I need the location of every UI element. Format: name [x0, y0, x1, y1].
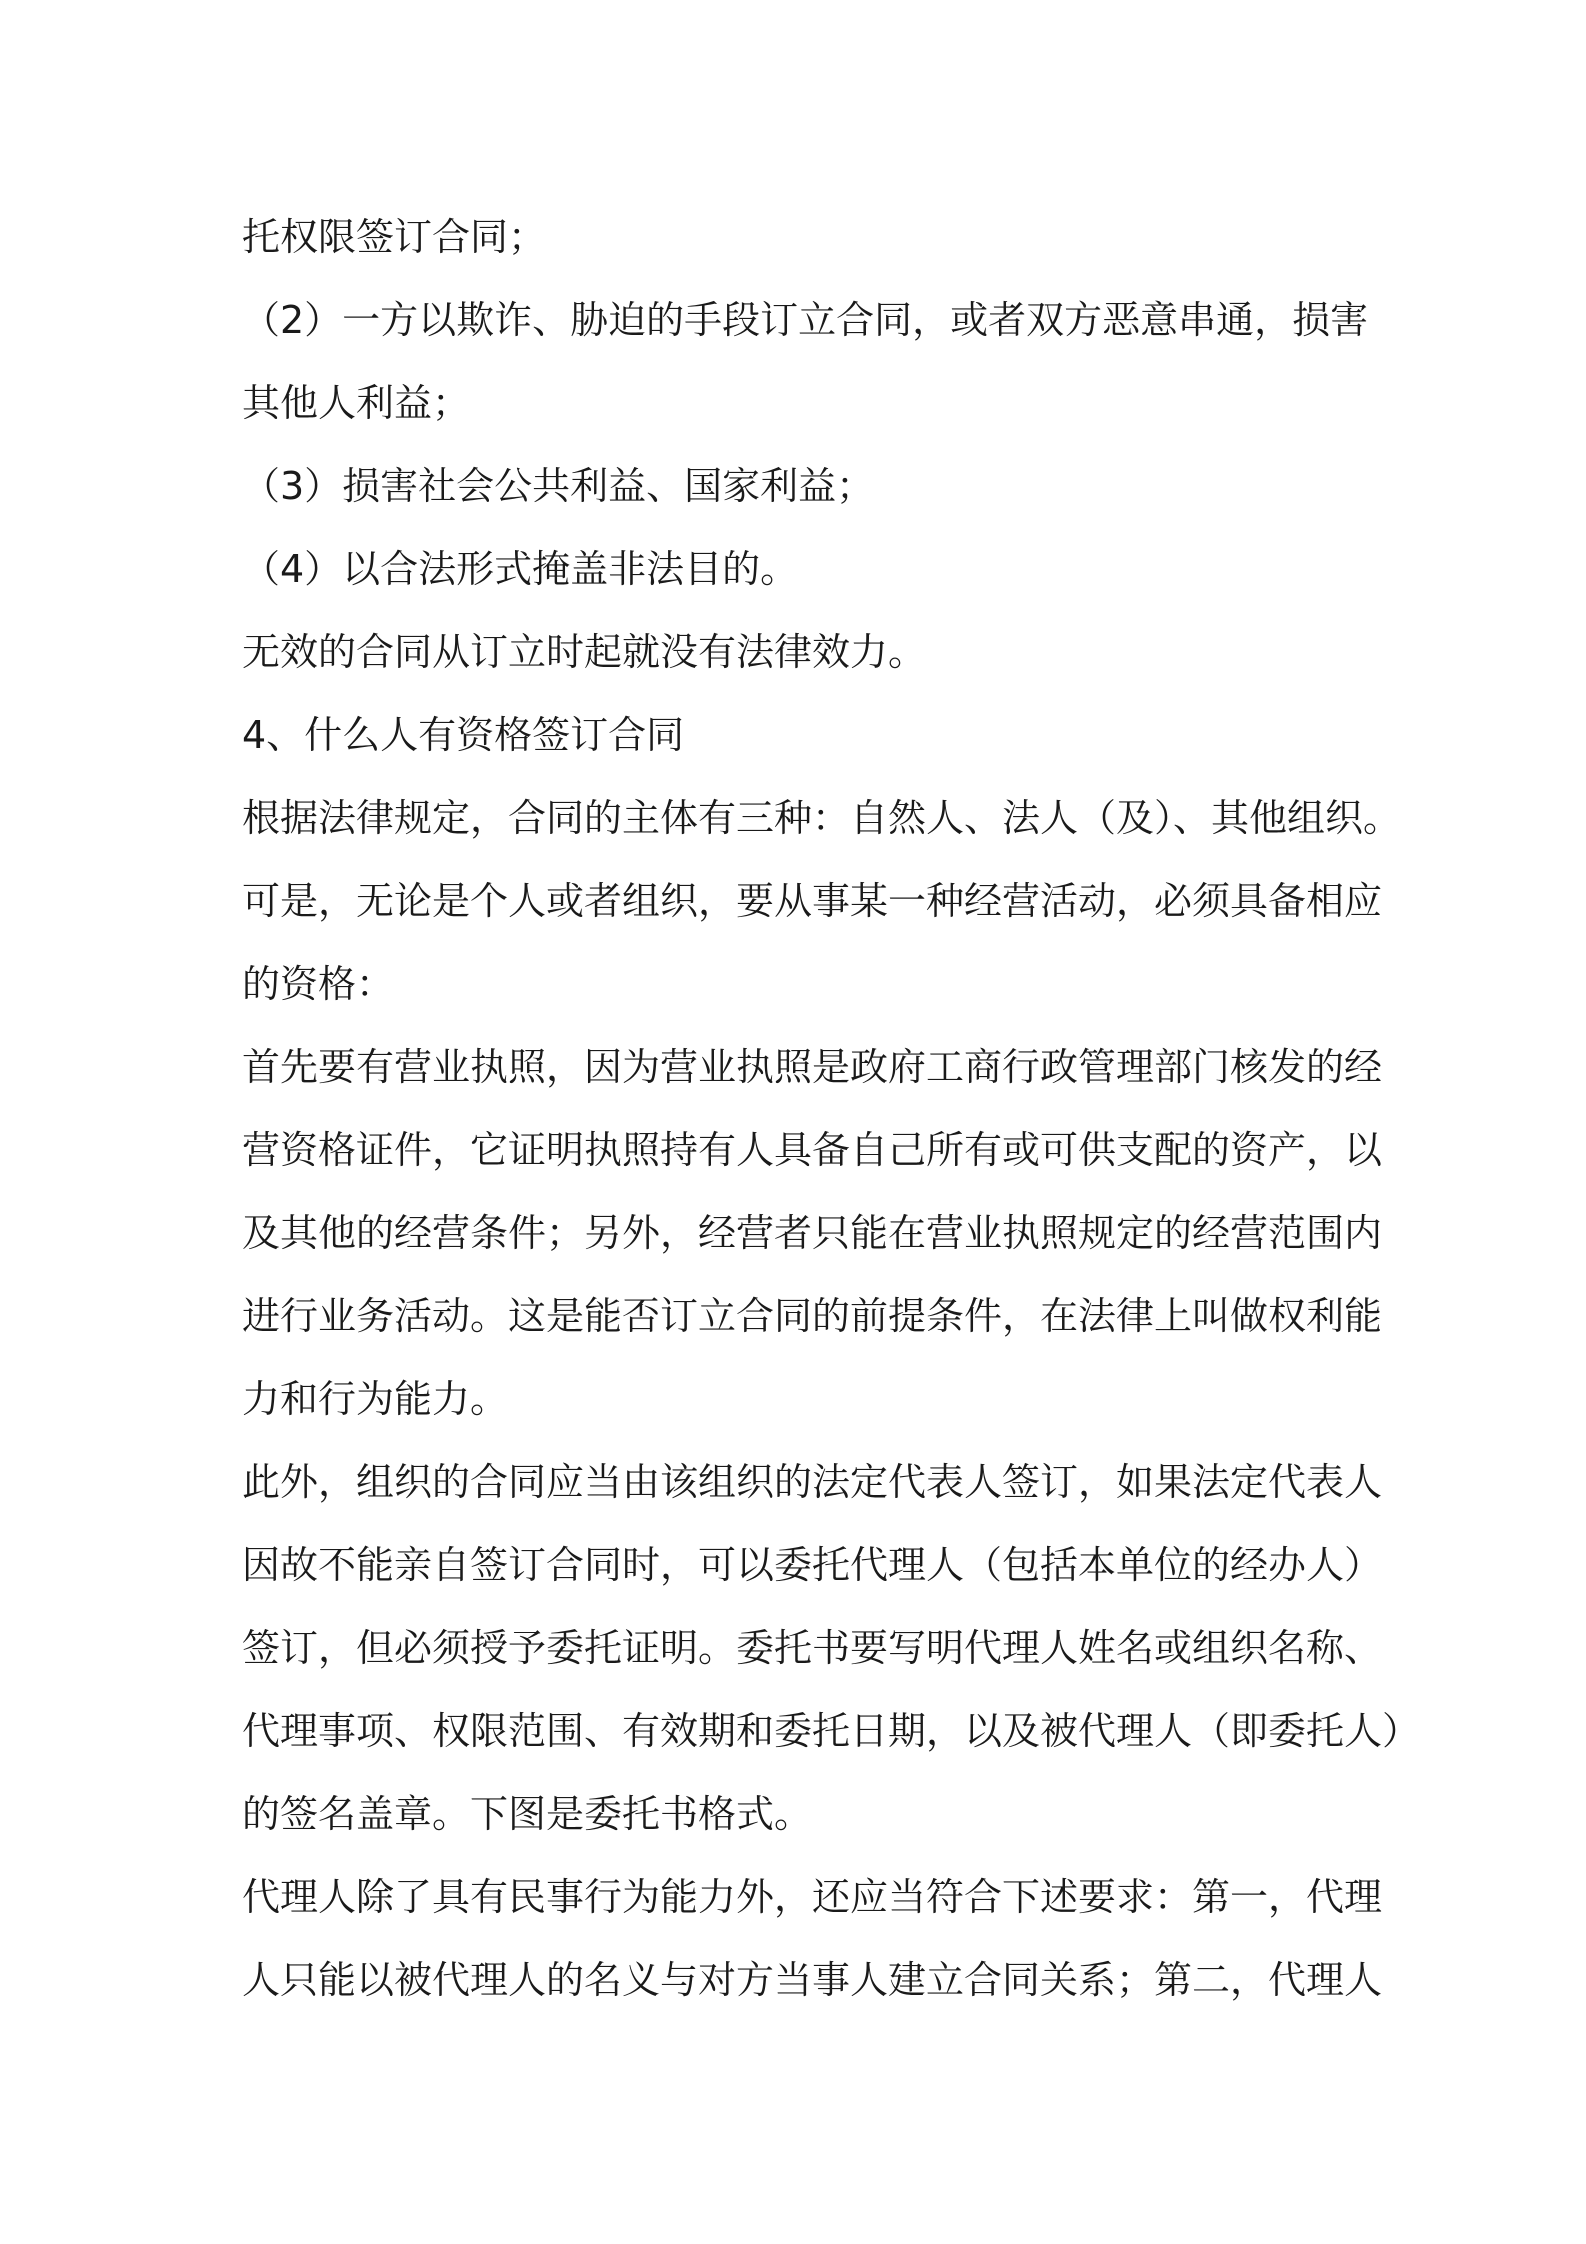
text-line: 托权限签订合同；: [242, 215, 547, 259]
text-line: 根据法律规定，合同的主体有三种：自然人、法人（及）、其他组织。: [242, 796, 1402, 840]
text-line: 因故不能亲自签订合同时，可以委托代理人（包括本单位的经办人）: [242, 1543, 1383, 1587]
text-line: 的签名盖章。下图是委托书格式。: [242, 1792, 813, 1836]
text-line: 进行业务活动。这是能否订立合同的前提条件，在法律上叫做权利能: [242, 1294, 1383, 1338]
text-line: 代理事项、权限范围、有效期和委托日期，以及被代理人（即委托人）: [242, 1709, 1421, 1753]
text-line: 力和行为能力。: [242, 1377, 509, 1421]
text-line: （4）以合法形式掩盖非法目的。: [242, 547, 799, 591]
text-line: （2）一方以欺诈、胁迫的手段订立合同，或者双方恶意串通，损害: [242, 298, 1369, 342]
text-line: 此外，组织的合同应当由该组织的法定代表人签订，如果法定代表人: [242, 1460, 1383, 1504]
text-line: 签订，但必须授予委托证明。委托书要写明代理人姓名或组织名称、: [242, 1626, 1383, 1670]
text-line: 可是，无论是个人或者组织，要从事某一种经营活动，必须具备相应: [242, 879, 1383, 923]
text-line: 代理人除了具有民事行为能力外，还应当符合下述要求：第一，代理: [242, 1875, 1383, 1919]
text-line: 及其他的经营条件；另外，经营者只能在营业执照规定的经营范围内: [242, 1211, 1383, 1255]
text-line: 的资格：: [242, 962, 395, 1006]
text-line: 其他人利益；: [242, 381, 471, 425]
text-line: （3）损害社会公共利益、国家利益；: [242, 464, 875, 508]
section-heading: 4、什么人有资格签订合同: [242, 713, 685, 757]
text-line: 营资格证件，它证明执照持有人具备自己所有或可供支配的资产，以: [242, 1128, 1383, 1172]
text-line: 人只能以被代理人的名义与对方当事人建立合同关系；第二，代理人: [242, 1958, 1383, 2002]
text-line: 首先要有营业执照，因为营业执照是政府工商行政管理部门核发的经: [242, 1045, 1383, 1089]
document-body: [242, 196, 1421, 2022]
text-line: 无效的合同从订立时起就没有法律效力。: [242, 630, 927, 674]
